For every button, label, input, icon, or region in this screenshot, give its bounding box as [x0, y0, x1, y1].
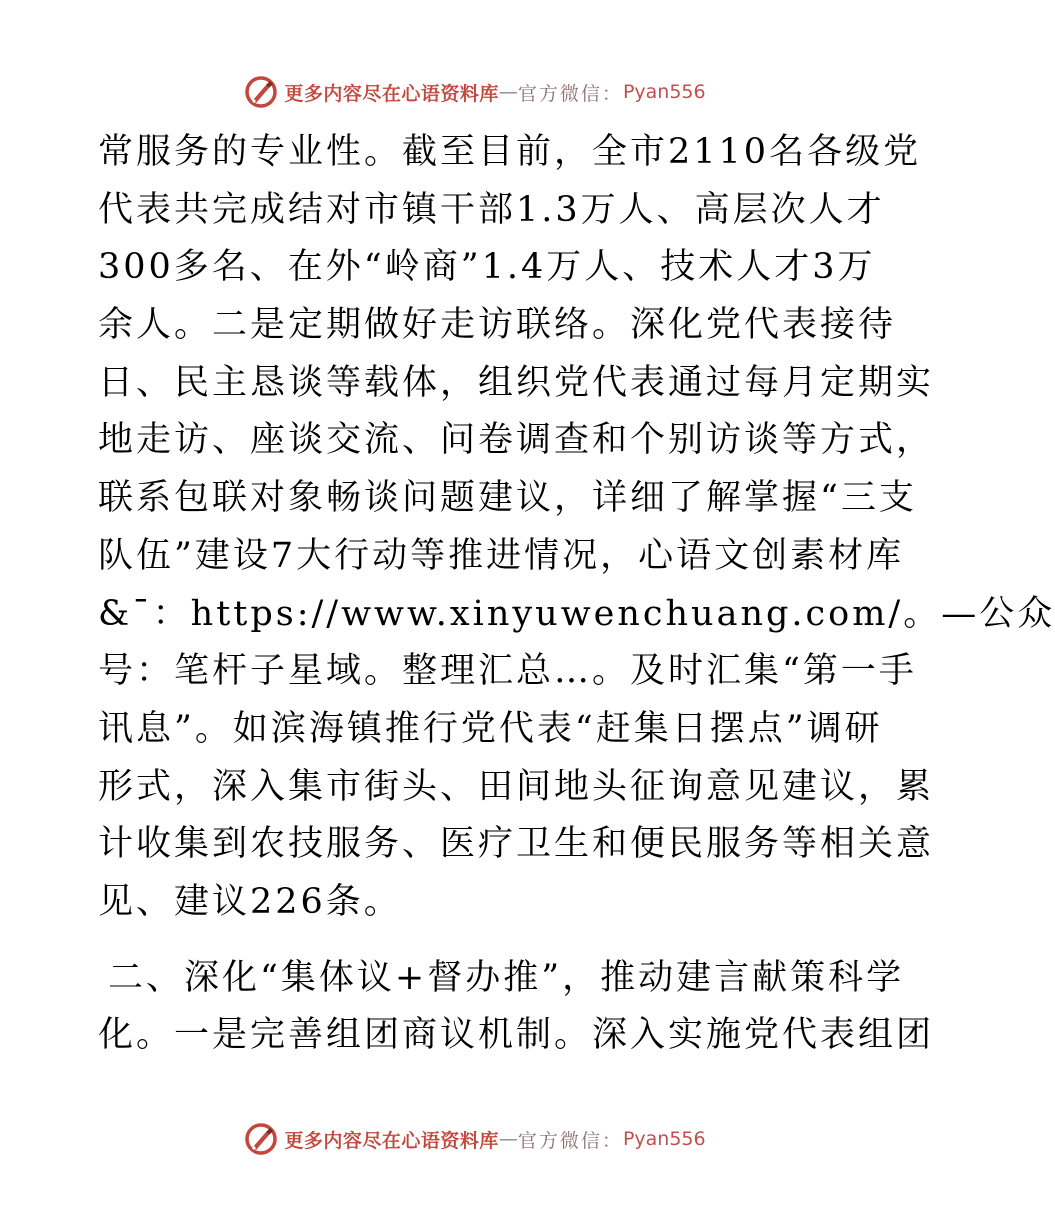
body-line: 见、建议226条。 — [98, 881, 402, 922]
body-line: 日、民主恳谈等载体，组织党代表通过每月定期实 — [98, 362, 935, 403]
body-line: 地走访、座谈交流、问卷调查和个别访谈等方式， — [98, 420, 935, 461]
body-line: 队伍”建设7大行动等推进情况，心语文创素材库 — [98, 535, 905, 576]
body-line: 讯息”。如滨海镇推行党代表“赶集日摆点”调研 — [98, 708, 883, 749]
header-wechat-id: Pyan556 — [622, 81, 706, 103]
pen-circle-icon — [244, 1122, 278, 1156]
document-body — [98, 124, 1055, 1065]
footer-banner-text — [284, 1126, 705, 1153]
body-line: 化。一是完善组团商议机制。深入实施党代表组团 — [98, 1015, 935, 1056]
body-line: 号：笔杆子星域。整理汇总…。及时汇集“第一手 — [98, 651, 917, 692]
paragraph-gap — [98, 932, 858, 950]
body-line: 余人。二是定期做好走访联络。深化党代表接待 — [98, 305, 897, 346]
body-line: 联系包联对象畅谈问题建议，详细了解掌握“三支 — [98, 478, 917, 519]
header-wechat-label: 官方微信： — [517, 82, 623, 105]
header-separator: — — [498, 81, 518, 103]
footer-wechat-label: 官方微信： — [517, 1129, 623, 1152]
body-line: 代表共完成结对市镇干部1.3万人、高层次人才 — [98, 189, 885, 230]
footer-site-label: 更多内容尽在心语资料库 — [284, 1129, 499, 1152]
pen-circle-icon — [244, 75, 278, 109]
body-line: 形式，深入集市街头、田间地头征询意见建议，累 — [98, 766, 935, 807]
body-line: 常服务的专业性。截至目前，全市2110名各级党 — [98, 132, 922, 172]
footer-banner — [0, 1119, 950, 1159]
header-banner — [0, 72, 950, 112]
header-site-label: 更多内容尽在心语资料库 — [284, 82, 499, 105]
body-line: 300多名、在外“岭商”1.4万人、技术人才3万 — [98, 247, 876, 288]
footer-separator: — — [498, 1128, 518, 1150]
body-line: &¯：https://www.xinyuwenchuang.com/。—公众 — [98, 593, 1055, 634]
header-banner-text — [284, 79, 705, 106]
section-heading-line: 二、深化“集体议+督办推”，推动建言献策科学 — [108, 957, 905, 998]
footer-wechat-id: Pyan556 — [622, 1128, 706, 1150]
body-line: 计收集到农技服务、医疗卫生和便民服务等相关意 — [98, 824, 935, 865]
